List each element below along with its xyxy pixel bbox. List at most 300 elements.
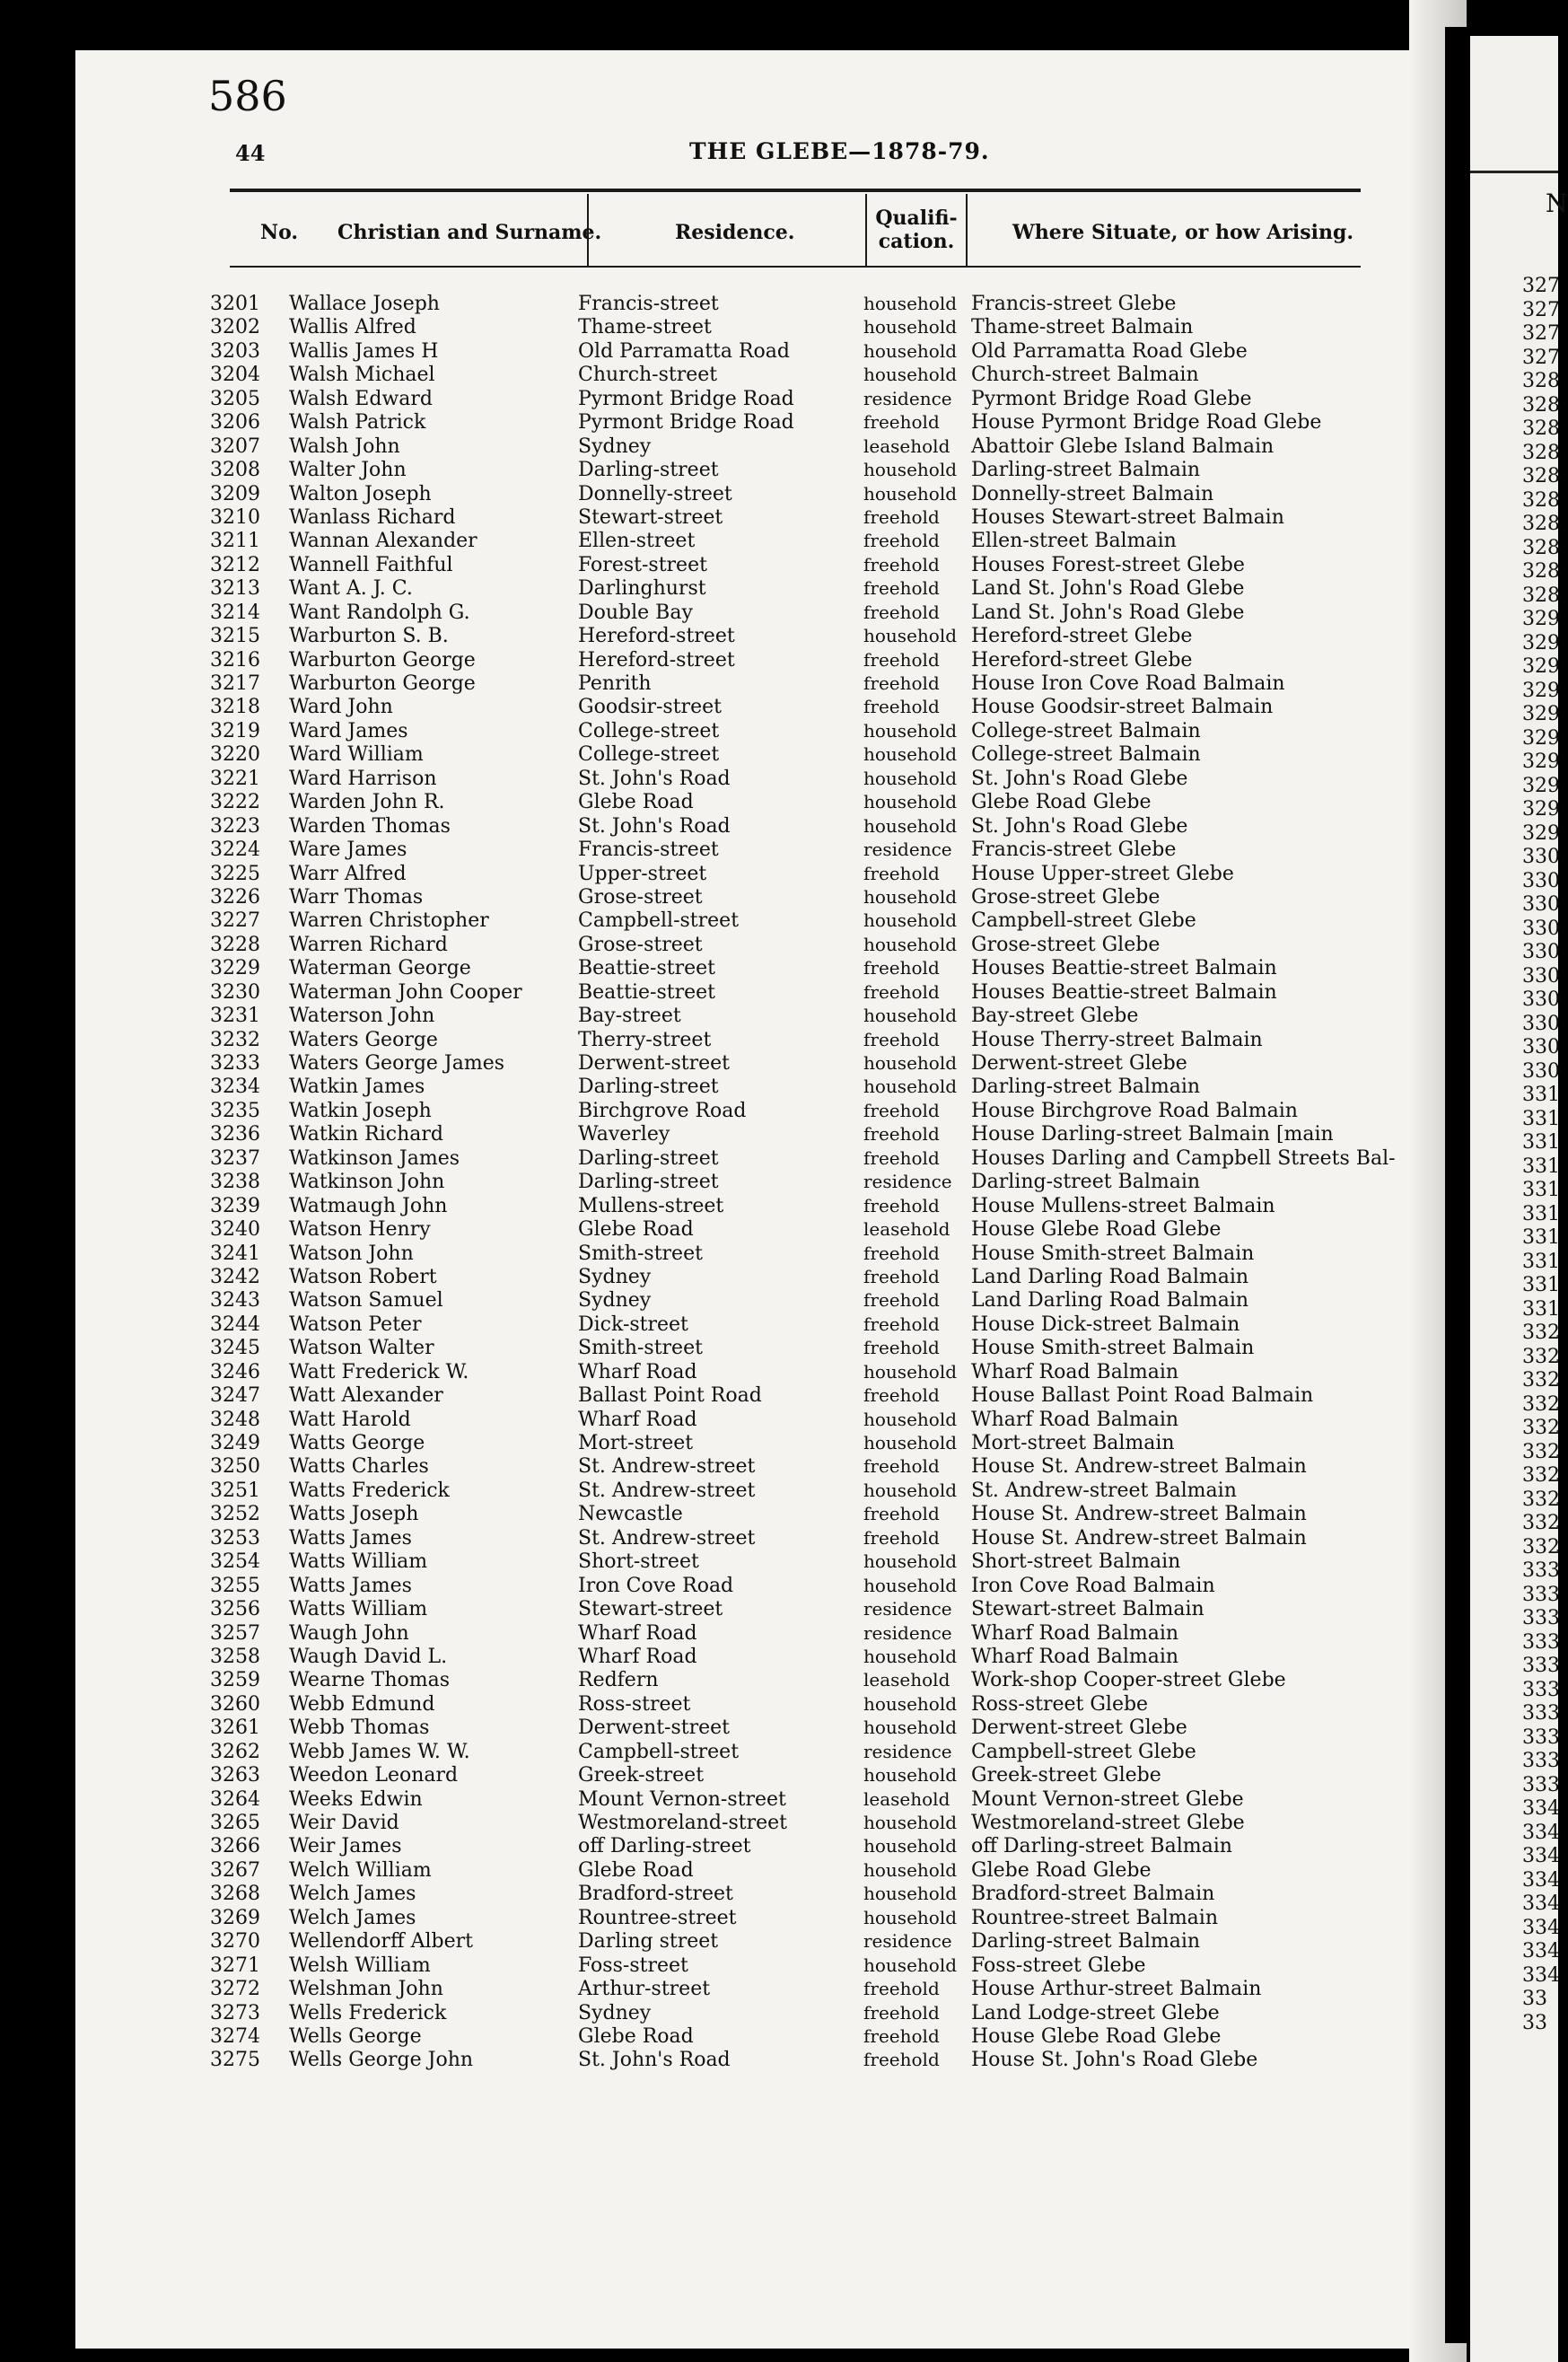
- entry-where-situate: House Glebe Road Glebe: [971, 2024, 1222, 2048]
- adjacent-page-number: 327: [1522, 298, 1560, 321]
- entry-qualification: leasehold: [863, 435, 950, 457]
- entry-number: 3220: [210, 743, 260, 767]
- entry-qualification: household: [863, 1906, 958, 1928]
- entry-name: Wallis James H: [289, 339, 439, 363]
- entry-number: 3228: [210, 933, 260, 956]
- column-header-qualification-line1: Qualifi-: [875, 206, 958, 230]
- entry-name: Watts William: [289, 1550, 428, 1574]
- entry-where-situate: House Birchgrove Road Balmain: [971, 1099, 1298, 1122]
- entry-number: 3210: [210, 505, 260, 529]
- entry-number: 3251: [210, 1479, 260, 1502]
- entry-where-situate: Ellen-street Balmain: [971, 530, 1177, 553]
- entry-where-situate: Land St. John's Road Glebe: [971, 601, 1245, 624]
- entry-name: Wannell Faithful: [289, 553, 453, 576]
- entry-name: Warburton S. B.: [289, 625, 449, 648]
- entry-qualification: freehold: [863, 1194, 940, 1216]
- entry-number: 3249: [210, 1432, 260, 1454]
- adjacent-page-number: 328: [1522, 370, 1560, 392]
- entry-qualification: household: [863, 743, 958, 766]
- entry-number: 3258: [210, 1645, 260, 1668]
- table-row: [210, 2002, 1377, 2025]
- entry-qualification: household: [863, 1717, 958, 1739]
- table-row: [210, 483, 1377, 506]
- adjacent-page-number: 329: [1522, 679, 1560, 702]
- entry-number: 3245: [210, 1337, 260, 1360]
- entry-where-situate: Grose-street Glebe: [971, 933, 1161, 956]
- entry-qualification: freehold: [863, 1384, 940, 1407]
- adjacent-page-number: 328: [1522, 417, 1560, 440]
- adjacent-page-number: 329: [1522, 703, 1560, 725]
- entry-qualification: freehold: [863, 1123, 940, 1146]
- entry-name: Warden John R.: [289, 791, 445, 814]
- entry-where-situate: House St. John's Road Glebe: [971, 2049, 1258, 2072]
- entry-number: 3231: [210, 1005, 260, 1028]
- entry-qualification: freehold: [863, 980, 940, 1003]
- adjacent-page-number: 329: [1522, 608, 1560, 630]
- table-row: [210, 1171, 1377, 1194]
- entry-qualification: freehold: [863, 862, 940, 884]
- adjacent-page-number: 330: [1522, 1036, 1560, 1058]
- entry-where-situate: Darling-street Balmain: [971, 1171, 1201, 1194]
- table-row: [210, 1361, 1377, 1384]
- entry-name: Wellendorff Albert: [289, 1930, 473, 1954]
- adjacent-page-number: 334: [1522, 1940, 1560, 1962]
- table-row: [210, 957, 1377, 980]
- entry-number: 3262: [210, 1740, 260, 1763]
- adjacent-page-number: 328: [1522, 393, 1560, 417]
- table-row: [210, 1598, 1377, 1621]
- entry-name: Watkin James: [289, 1076, 425, 1099]
- table-row: [210, 672, 1377, 696]
- entry-name: Warr Alfred: [289, 862, 407, 885]
- entry-qualification: freehold: [863, 1289, 940, 1312]
- table-row: [210, 1289, 1377, 1313]
- table-row: [210, 981, 1377, 1005]
- entry-name: Weedon Leonard: [289, 1764, 459, 1787]
- adjacent-page: [1470, 36, 1568, 2362]
- entry-qualification: household: [863, 339, 958, 362]
- adjacent-page-number: 332: [1522, 1321, 1560, 1344]
- adjacent-page-number: 33: [1522, 2011, 1547, 2034]
- entry-residence: Darlinghurst: [578, 577, 706, 601]
- entry-number: 3248: [210, 1408, 260, 1431]
- entry-qualification: residence: [863, 839, 952, 861]
- entry-where-situate: Land St. John's Road Glebe: [971, 577, 1245, 601]
- entry-qualification: freehold: [863, 1337, 940, 1359]
- entry-residence: College-street: [578, 719, 720, 742]
- adjacent-page-number: 331: [1522, 1179, 1560, 1201]
- entry-name: Welshman John: [289, 1978, 443, 2001]
- table-row: [210, 1123, 1377, 1146]
- table-row: [210, 625, 1377, 648]
- entry-residence: Smith-street: [578, 1337, 703, 1360]
- adjacent-page-number: 332: [1522, 1345, 1560, 1368]
- table-row: [210, 1717, 1377, 1740]
- entry-where-situate: Derwent-street Glebe: [971, 1717, 1187, 1740]
- entry-qualification: residence: [863, 1171, 952, 1193]
- adjacent-page-number: 330: [1522, 964, 1560, 988]
- entry-name: Wearne Thomas: [289, 1669, 451, 1692]
- entry-number: 3238: [210, 1171, 260, 1194]
- entry-where-situate: St. Andrew-street Balmain: [971, 1479, 1237, 1502]
- entry-name: Walter John: [289, 459, 407, 482]
- adjacent-page-number: 329: [1522, 751, 1560, 773]
- entry-residence: Mort-street: [578, 1432, 694, 1454]
- entry-number: 3237: [210, 1146, 260, 1170]
- entry-qualification: household: [863, 1574, 958, 1596]
- entry-where-situate: House Iron Cove Road Balmain: [971, 672, 1285, 695]
- entry-where-situate: Church-street Balmain: [971, 364, 1199, 387]
- entry-residence: Glebe Road: [578, 791, 694, 814]
- adjacent-page-number: 329: [1522, 655, 1560, 678]
- adjacent-page-number: 328: [1522, 513, 1560, 535]
- entry-qualification: household: [863, 1645, 958, 1667]
- entry-where-situate: Darling-street Balmain: [971, 1930, 1201, 1954]
- entry-name: Watts James: [289, 1526, 412, 1550]
- adjacent-page-number: 328: [1522, 560, 1560, 583]
- entry-number: 3266: [210, 1835, 260, 1858]
- entry-qualification: leasehold: [863, 1218, 950, 1241]
- table-row: [210, 1242, 1377, 1266]
- entry-where-situate: House Arthur-street Balmain: [971, 1978, 1262, 2001]
- entry-qualification: freehold: [863, 577, 940, 600]
- entry-where-situate: House St. Andrew-street Balmain: [971, 1526, 1307, 1550]
- entry-where-situate: College-street Balmain: [971, 743, 1201, 767]
- entry-residence: off Darling-street: [578, 1835, 751, 1858]
- entry-residence: Wharf Road: [578, 1645, 697, 1668]
- entry-name: Walsh Patrick: [289, 411, 426, 435]
- entry-residence: Francis-street: [578, 293, 719, 315]
- table-row: [210, 601, 1377, 625]
- entry-residence: St. Andrew-street: [578, 1479, 756, 1502]
- table-row: [210, 1076, 1377, 1099]
- entry-number: 3241: [210, 1242, 260, 1265]
- leaf-number: 586: [208, 72, 287, 120]
- adjacent-page-number: 334: [1522, 1892, 1560, 1915]
- entry-number: 3270: [210, 1930, 260, 1954]
- adjacent-page-number: 333: [1522, 1630, 1560, 1654]
- entry-residence: College-street: [578, 743, 720, 767]
- entry-where-situate: House St. Andrew-street Balmain: [971, 1455, 1307, 1479]
- entry-number: 3205: [210, 387, 260, 410]
- entry-residence: Pyrmont Bridge Road: [578, 387, 794, 410]
- entry-qualification: freehold: [863, 648, 940, 671]
- entry-name: Walton Joseph: [289, 482, 432, 505]
- entry-residence: Wharf Road: [578, 1408, 697, 1431]
- adjacent-page-number: 331: [1522, 1297, 1560, 1321]
- entry-qualification: freehold: [863, 1455, 940, 1478]
- entry-where-situate: Mount Vernon-street Glebe: [971, 1787, 1244, 1811]
- entry-where-situate: House Glebe Road Glebe: [971, 1218, 1222, 1242]
- entry-name: Waterson John: [289, 1005, 435, 1028]
- entry-name: Welsh William: [289, 1954, 431, 1977]
- entry-where-situate: Wharf Road Balmain: [971, 1621, 1179, 1645]
- table-row: [210, 530, 1377, 553]
- entry-residence: Iron Cove Road: [578, 1574, 734, 1597]
- entry-qualification: residence: [863, 387, 952, 409]
- table-row: [210, 839, 1377, 862]
- entry-name: Wells George: [289, 2024, 422, 2048]
- entry-name: Welch William: [289, 1858, 432, 1882]
- entry-name: Watkin Richard: [289, 1123, 443, 1146]
- entry-qualification: freehold: [863, 530, 940, 552]
- entry-qualification: residence: [863, 1598, 952, 1620]
- entry-qualification: leasehold: [863, 1787, 950, 1810]
- entry-qualification: freehold: [863, 2001, 940, 2024]
- entry-number: 3246: [210, 1360, 260, 1383]
- entry-qualification: household: [863, 1408, 958, 1430]
- table-row: [210, 1527, 1377, 1550]
- entry-number: 3239: [210, 1194, 260, 1217]
- adjacent-page-number: 328: [1522, 584, 1560, 607]
- adjacent-page-number: 331: [1522, 1250, 1560, 1273]
- entry-qualification: household: [863, 1858, 958, 1881]
- entry-number: 3252: [210, 1503, 260, 1526]
- entry-name: Watson Henry: [289, 1218, 431, 1242]
- table-row: [210, 886, 1377, 909]
- entry-where-situate: Iron Cove Road Balmain: [971, 1574, 1215, 1597]
- entry-number: 3216: [210, 648, 260, 672]
- entry-where-situate: Stewart-street Balmain: [971, 1598, 1204, 1621]
- entry-name: Waugh John: [289, 1621, 409, 1645]
- entry-qualification: household: [863, 719, 958, 742]
- entry-residence: Short-street: [578, 1550, 699, 1574]
- entry-residence: Glebe Road: [578, 1858, 694, 1882]
- entry-name: Watson Walter: [289, 1337, 434, 1360]
- entry-number: 3230: [210, 980, 260, 1004]
- entry-residence: Glebe Road: [578, 2024, 694, 2048]
- table-row: [210, 1788, 1377, 1812]
- entry-qualification: freehold: [863, 1313, 940, 1335]
- entry-where-situate: House Therry-street Balmain: [971, 1028, 1263, 1051]
- entry-name: Wells George John: [289, 2049, 474, 2072]
- adjacent-page-number: 334: [1522, 1845, 1560, 1867]
- entry-residence: Greek-street: [578, 1764, 705, 1787]
- adjacent-page-number: 328: [1522, 536, 1560, 559]
- adjacent-page-number: 333: [1522, 1750, 1560, 1772]
- entry-qualification: household: [863, 293, 958, 314]
- table-row: [210, 1029, 1377, 1052]
- entry-name: Watts Joseph: [289, 1503, 419, 1526]
- entry-qualification: freehold: [863, 696, 940, 718]
- table-row: [210, 863, 1377, 886]
- entry-residence: Ellen-street: [578, 530, 696, 553]
- entry-where-situate: Donnelly-street Balmain: [971, 482, 1214, 505]
- table-row: [210, 1409, 1377, 1432]
- adjacent-page-number: 332: [1522, 1392, 1560, 1416]
- table-row: [210, 791, 1377, 814]
- table-row: [210, 1859, 1377, 1883]
- table-row: [210, 1266, 1377, 1289]
- entry-where-situate: House Upper-street Glebe: [971, 862, 1234, 885]
- entry-residence: Derwent-street: [578, 1717, 730, 1740]
- table-row: [210, 743, 1377, 767]
- entry-number: 3261: [210, 1717, 260, 1740]
- entry-number: 3253: [210, 1526, 260, 1550]
- entry-residence: Arthur-street: [578, 1978, 711, 2001]
- entry-number: 3227: [210, 909, 260, 933]
- entry-number: 3233: [210, 1052, 260, 1075]
- table-row: [210, 506, 1377, 530]
- adjacent-page-number: 333: [1522, 1725, 1560, 1749]
- table-row: [210, 1693, 1377, 1717]
- entry-name: Wells Frederick: [289, 2001, 447, 2024]
- entry-qualification: household: [863, 814, 958, 837]
- adjacent-page-number: 327: [1522, 346, 1560, 369]
- entry-qualification: household: [863, 933, 958, 955]
- entry-name: Welch James: [289, 1883, 416, 1906]
- table-row: [210, 1575, 1377, 1598]
- entry-number: 3212: [210, 553, 260, 576]
- entry-residence: Sydney: [578, 1289, 652, 1313]
- entry-qualification: freehold: [863, 1265, 940, 1287]
- table-row: [210, 2049, 1377, 2072]
- entry-residence: Darling street: [578, 1930, 719, 1954]
- adjacent-page-number: 332: [1522, 1464, 1560, 1487]
- adjacent-page-number: 329: [1522, 774, 1560, 797]
- entry-number: 3229: [210, 957, 260, 980]
- table-row: [210, 1337, 1377, 1360]
- entry-residence: Pyrmont Bridge Road: [578, 411, 794, 435]
- entry-qualification: freehold: [863, 2024, 940, 2047]
- entry-residence: Ross-street: [578, 1692, 691, 1716]
- entry-qualification: freehold: [863, 1028, 940, 1050]
- entry-qualification: household: [863, 909, 958, 932]
- entry-where-situate: Bradford-street Balmain: [971, 1883, 1215, 1906]
- entry-number: 3209: [210, 482, 260, 505]
- entry-name: Watts Charles: [289, 1455, 429, 1479]
- entry-number: 3260: [210, 1692, 260, 1716]
- entry-qualification: freehold: [863, 1099, 940, 1121]
- table-row: [210, 388, 1377, 411]
- entry-qualification: freehold: [863, 672, 940, 694]
- entry-residence: Bradford-street: [578, 1883, 733, 1906]
- entry-residence: Glebe Road: [578, 1218, 694, 1242]
- adjacent-page-number: 333: [1522, 1607, 1560, 1629]
- table-row: [210, 1764, 1377, 1787]
- entry-name: Weir David: [289, 1812, 399, 1834]
- entry-name: Waugh David L.: [289, 1645, 448, 1668]
- entry-name: Watt Alexander: [289, 1384, 443, 1408]
- adjacent-page-number: 329: [1522, 631, 1560, 654]
- table-row: [210, 696, 1377, 719]
- entry-where-situate: House St. Andrew-street Balmain: [971, 1503, 1307, 1526]
- entry-qualification: household: [863, 1005, 958, 1027]
- table-row: [210, 364, 1377, 387]
- entry-residence: Stewart-street: [578, 505, 723, 529]
- entry-residence: Wharf Road: [578, 1360, 697, 1383]
- table-row: [210, 1622, 1377, 1646]
- table-row: [210, 1146, 1396, 1171]
- entry-number: 3214: [210, 601, 260, 624]
- table-row: [210, 340, 1377, 364]
- column-header-where: Where Situate, or how Arising.: [1012, 221, 1354, 244]
- entry-where-situate: Francis-street Glebe: [971, 839, 1177, 862]
- entry-number: 3215: [210, 625, 260, 648]
- entry-where-situate: Hereford-street Glebe: [971, 625, 1193, 648]
- entry-residence: Mullens-street: [578, 1194, 724, 1217]
- entry-where-situate: Abattoir Glebe Island Balmain: [971, 435, 1275, 458]
- entry-where-situate: House Smith-street Balmain: [971, 1242, 1255, 1265]
- table-row: [210, 577, 1377, 601]
- entry-number: 3272: [210, 1978, 260, 2001]
- entry-number: 3265: [210, 1812, 260, 1834]
- entry-number: 3235: [210, 1099, 260, 1122]
- entry-where-situate: Land Darling Road Balmain: [971, 1289, 1249, 1313]
- entry-number: 3236: [210, 1123, 260, 1146]
- entry-where-situate: Hereford-street Glebe: [971, 648, 1193, 672]
- entry-where-situate: Grose-street Glebe: [971, 885, 1161, 909]
- entry-qualification: freehold: [863, 1978, 940, 2000]
- entry-where-situate: St. John's Road Glebe: [971, 814, 1188, 838]
- entry-number: 3257: [210, 1621, 260, 1645]
- table-row: [210, 1741, 1377, 1764]
- entry-number: 3206: [210, 411, 260, 435]
- entry-number: 3226: [210, 885, 260, 909]
- entry-name: Watts William: [289, 1598, 428, 1621]
- entry-residence: Derwent-street: [578, 1052, 730, 1075]
- entry-name: Want A. J. C.: [289, 577, 413, 601]
- entry-qualification: freehold: [863, 411, 940, 434]
- table-row: [210, 1550, 1377, 1574]
- adjacent-page-number: 330: [1522, 988, 1560, 1011]
- entry-residence: Newcastle: [578, 1503, 683, 1526]
- adjacent-page-number: 331: [1522, 1274, 1560, 1296]
- adjacent-page-number: 334: [1522, 1821, 1560, 1844]
- entry-qualification: household: [863, 459, 958, 481]
- entry-number: 3264: [210, 1787, 260, 1811]
- entry-residence: St. John's Road: [578, 2049, 731, 2072]
- adjacent-page-rule: [1470, 171, 1558, 173]
- table-row: [210, 293, 1377, 316]
- table-row: [210, 1835, 1377, 1858]
- entry-name: Warren Richard: [289, 933, 448, 956]
- entry-name: Watson Samuel: [289, 1289, 443, 1313]
- entry-number: 3211: [210, 530, 260, 553]
- entry-qualification: household: [863, 1812, 958, 1833]
- entry-where-situate: Wharf Road Balmain: [971, 1645, 1179, 1668]
- entry-qualification: residence: [863, 1621, 952, 1644]
- entry-qualification: household: [863, 1764, 958, 1787]
- entry-number: 3221: [210, 767, 260, 790]
- entry-number: 3259: [210, 1669, 260, 1692]
- entry-number: 3207: [210, 435, 260, 458]
- entry-name: Walsh John: [289, 435, 400, 458]
- entry-residence: Upper-street: [578, 862, 707, 885]
- entry-qualification: household: [863, 482, 958, 505]
- entry-qualification: household: [863, 1076, 958, 1098]
- adjacent-page-number: 330: [1522, 869, 1560, 892]
- entry-residence: Donnelly-street: [578, 482, 732, 505]
- adjacent-page-number: 328: [1522, 441, 1560, 464]
- table-row: [210, 909, 1377, 933]
- entry-where-situate: College-street Balmain: [971, 719, 1201, 742]
- entry-residence: Therry-street: [578, 1028, 712, 1051]
- adjacent-page-number: 332: [1522, 1535, 1560, 1559]
- entry-number: 3242: [210, 1265, 260, 1288]
- entry-residence: Campbell-street: [578, 1740, 740, 1763]
- table-row: [210, 1480, 1377, 1503]
- adjacent-page-number: 330: [1522, 941, 1560, 963]
- entry-residence: Smith-street: [578, 1242, 703, 1265]
- entry-name: Ward John: [289, 696, 393, 719]
- entry-name: Webb Edmund: [289, 1692, 435, 1716]
- entry-name: Welch James: [289, 1906, 416, 1929]
- entry-name: Weir James: [289, 1835, 402, 1858]
- table-row: [210, 1005, 1377, 1028]
- header-rule-top: [230, 189, 1361, 192]
- entry-residence: Campbell-street: [578, 909, 740, 933]
